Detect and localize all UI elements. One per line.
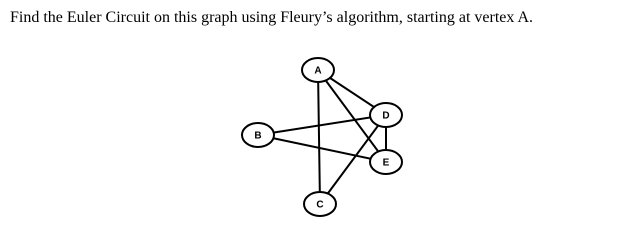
- vertex-a: [302, 58, 334, 82]
- vertex-d: [370, 103, 402, 127]
- edge-a-c: [318, 70, 320, 204]
- vertex-label: E: [382, 157, 390, 169]
- vertex-label: A: [314, 65, 322, 77]
- vertex-label: B: [254, 130, 262, 142]
- vertex-e: [370, 150, 402, 174]
- vertex-label: D: [382, 110, 390, 122]
- vertex-c: [304, 192, 336, 216]
- edge-b-e: [258, 135, 386, 162]
- vertex-b: [242, 123, 274, 147]
- graph-edges: [258, 70, 386, 204]
- question-text: Find the Euler Circuit on this graph using Fleury’s algorithm, starting at vertex A.: [10, 9, 534, 26]
- graph-vertices: [242, 58, 402, 216]
- vertex-label: C: [316, 199, 324, 211]
- edge-b-d: [258, 115, 386, 135]
